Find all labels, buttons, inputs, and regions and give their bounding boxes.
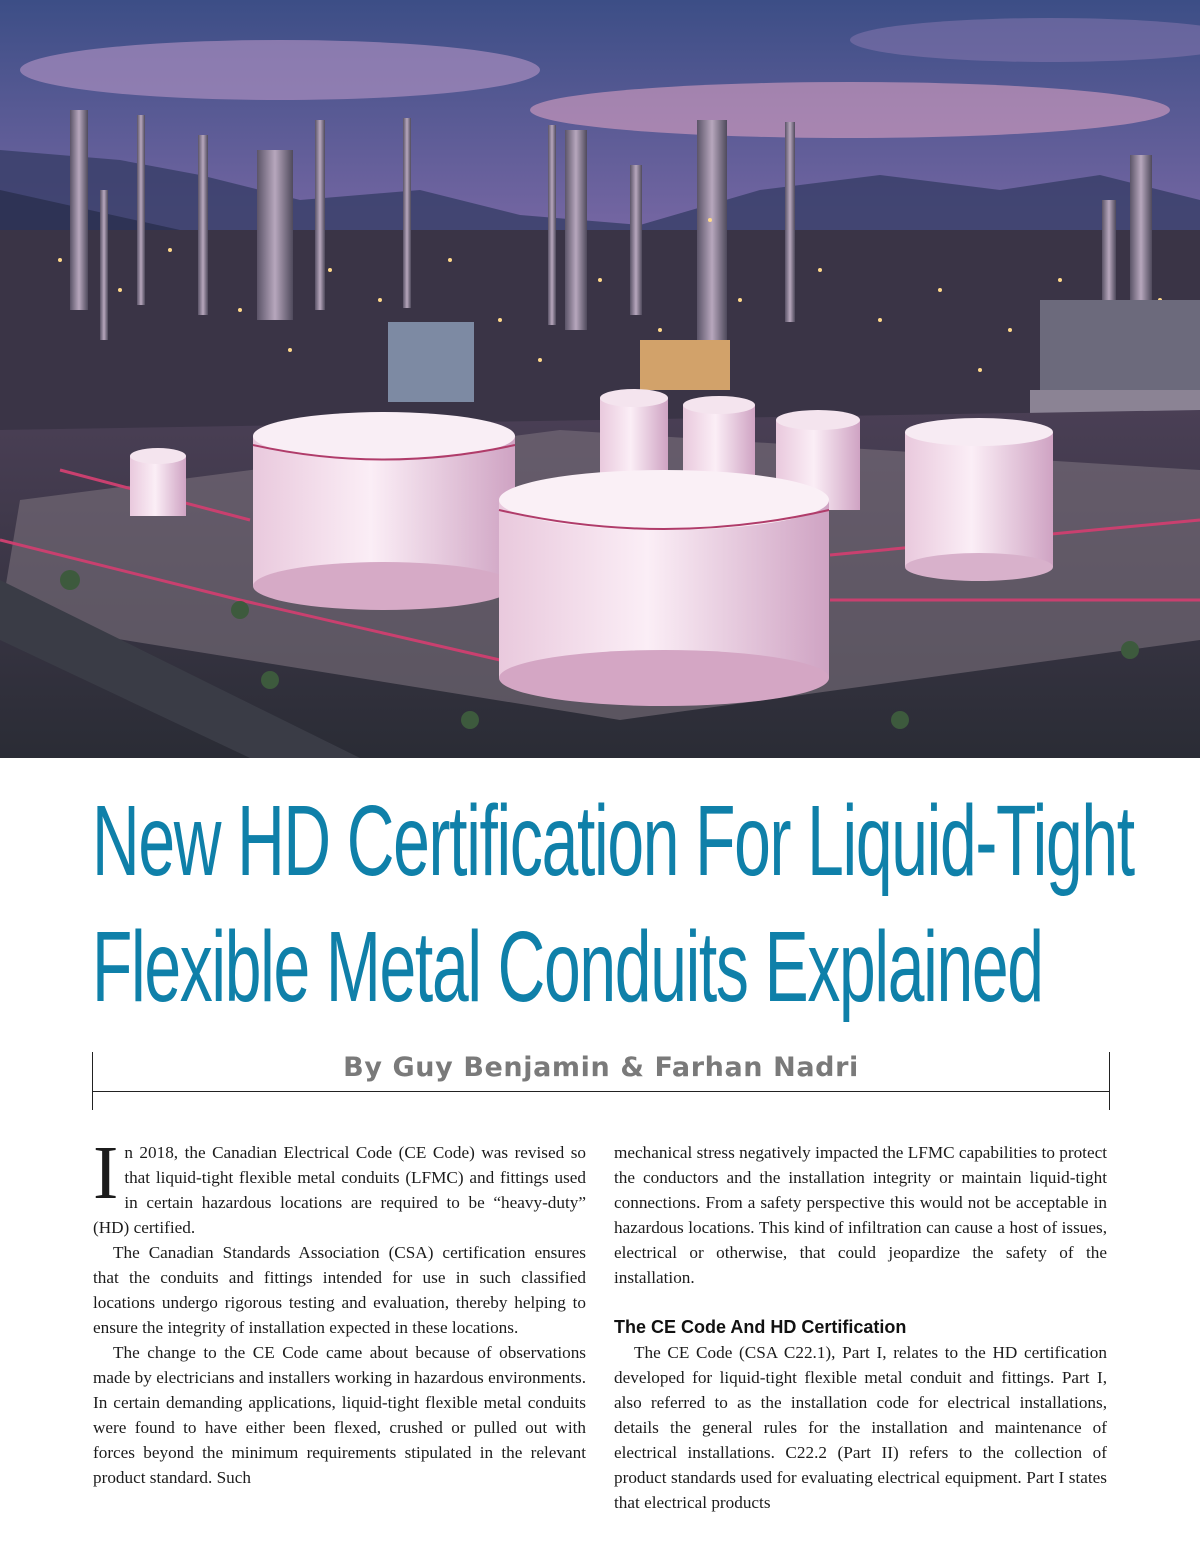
paragraph-text: n 2018, the Canadian Electrical Code (CE Code) was revised so that liquid-tight flexible metal conduits (LFMC) and fittings used in certain hazardous locations are required to be “heavy-duty” (HD) certified. [93, 1143, 586, 1237]
paragraph: mechanical stress negatively impacted the LFMC capabilities to protect the conductors and the installation integrity or maintain liquid-tight connections. From a safety perspective this would not be acceptable in hazardous locations. This kind of infiltration can cause a host of issues, electrical or otherwise, that could jeopardize the safety of the installation. [614, 1143, 1107, 1287]
paragraph: The change to the CE Code came about because of observations made by electricians and installers working in hazardous environments. In certain demanding applications, liquid-tight flexible metal conduits were found to have either been flexed, crushed or pulled out with forces beyond the minimum requirements stipulated in the relevant product standard. Such [93, 1343, 586, 1487]
byline-box [92, 1052, 1110, 1110]
hero-photo [0, 0, 1200, 758]
byline-rule [93, 1091, 1109, 1092]
drop-cap: I [93, 1131, 119, 1215]
paragraph [93, 1131, 586, 1240]
section-heading: The CE Code And HD Certification [614, 1317, 907, 1337]
right-column [614, 1140, 1107, 1515]
byline-text: By Guy Benjamin & Farhan Nadri [343, 1052, 859, 1083]
article-title-line-1: New HD Certification For Liquid-Tight [92, 785, 1134, 897]
article-title [92, 778, 1134, 1030]
paragraph: The CE Code (CSA C22.1), Part I, relates to the HD certification developed for liquid-tight flexible metal conduit and fittings. Part I, also referred to as the installation code for electrical installations, details the general rules for the installation and maintenance of electrical installations. C22.2 (Part II) refers to the collection of product standards used for evaluating electrical equipment. Part I states that electrical products [614, 1343, 1107, 1512]
left-column [93, 1131, 586, 1490]
article-title-line-2: Flexible Metal Conduits Explained [92, 911, 1043, 1023]
paragraph: The Canadian Standards Association (CSA) certification ensures that the conduits and fittings intended for use in such classified locations undergo rigorous testing and evaluation, thereby helping to ensure the integrity of installation expected in these locations. [93, 1243, 586, 1337]
